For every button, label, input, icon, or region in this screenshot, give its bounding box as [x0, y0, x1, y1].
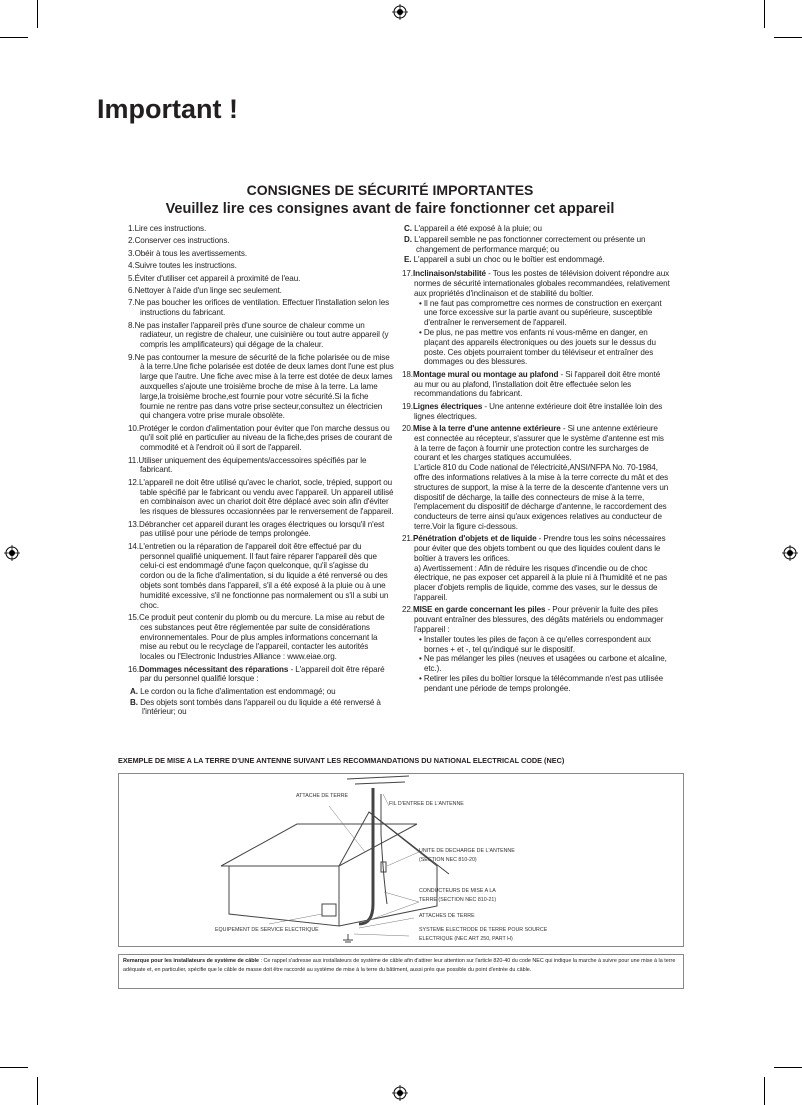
item-title: MISE en garde concernant les piles	[412, 605, 546, 615]
item-text: Utiliser uniquement des équipements/accessoires spécifiés par le fabricant.	[138, 455, 367, 475]
crop-mark	[764, 0, 765, 28]
label-electrode-system: SYSTEME ELECTRODE DE TERRE POUR SOURCE	[419, 927, 548, 933]
list-item	[128, 261, 394, 271]
item-text: Lire ces instructions.	[134, 224, 207, 233]
item-number: 18.	[402, 369, 413, 379]
label-ground-clamps: ATTACHES DE TERRE	[419, 913, 475, 919]
list-item	[128, 298, 394, 318]
item-bullet: • Il ne faut pas compromettre ces normes de construction en exerçant une force excessive sur la partie avant ou supérieure, susceptible d'entraîner le renversement de l'appareil.	[419, 298, 662, 328]
label-grounding-conductors-ref: TERRE (SECTION NEC 810-21)	[419, 897, 497, 903]
item-number: 11.	[128, 455, 139, 465]
item-text: Ne pas installer l'appareil près d'une source de chaleur comme un radiateur, un registre de chaleur, une cuisinière ou tout autre appareil (y compris les amplificateurs) qui dégage de la chaleur.	[134, 320, 389, 350]
item-number: 9.	[128, 352, 135, 362]
item-letter: C.	[404, 224, 412, 233]
label-service-equipment: EQUIPEMENT DE SERVICE ELECTRIQUE	[215, 927, 319, 933]
item-title: Mise à la terre d'une antenne extérieure	[412, 423, 561, 433]
item-number: 10.	[128, 423, 139, 433]
list-item	[128, 224, 394, 234]
item-title: Inclinaison/stabilité	[412, 269, 486, 279]
item-number: 7.	[128, 298, 135, 308]
list-item	[402, 424, 670, 532]
house-side-wall	[339, 812, 437, 926]
item-title: Montage mural ou montage au plafond	[412, 369, 559, 379]
item-text: Le cordon ou la fiche d'alimentation est endommagé; ou	[140, 686, 336, 696]
item-text: Ne pas contourner la mesure de sécurité de la fiche polarisée ou de mise à la terre.Une fiche polarisée est dotée de deux lames dont l'une est plus large que l'autre. Une fiche avec mise à la terre est dotée de deux lames auxquelles s'ajoute une troisième broche de mise à la terre. La lame large,la troisième broche,est fournie pour votre sécurité.Si la fiche fournie ne rentre pas dans votre prise secteur,consultez un électricien qui changera votre prise murale obsolète.	[134, 352, 394, 421]
item-text: - Une antenne extérieure doit être installée loin des lignes électriques.	[414, 401, 663, 421]
item-number: 2.	[128, 236, 135, 246]
instructions-left-column	[128, 224, 394, 718]
item-text: L'appareil a subi un choc ou le boîtier est endommagé.	[413, 255, 605, 265]
list-item	[402, 605, 670, 693]
list-item	[402, 269, 670, 367]
list-item	[128, 478, 394, 517]
item-number: 12.	[128, 477, 139, 487]
item-text: - Tous les postes de télévision doivent répondre aux normes de sécurité internationales globales recommandées, relativement aux propriétés d'inclinaison et de stabilité du boîtier.	[414, 269, 670, 298]
section-subheading: Veuillez lire ces consignes avant de faire fonctionner cet appareil	[165, 201, 615, 217]
crop-mark	[0, 1067, 28, 1068]
lettered-item	[128, 687, 394, 697]
registration-mark-icon	[782, 545, 798, 561]
roof	[221, 824, 417, 866]
item-text: Nettoyer à l'aide d'un linge sec seulement.	[134, 285, 282, 295]
lettered-item	[402, 235, 670, 255]
item-text: Protéger le cordon d'alimentation pour éviter que l'on marche dessus ou qu'il soit plié en particulier au niveau de la fiche,des prises de courant de commodité et à l'endroit où il sort de l'appareil.	[138, 423, 393, 453]
label-lead-in-wire: FIL D'ENTREE DE L'ANTENNE	[389, 801, 464, 807]
item-paragraph: a) Avertissement : Afin de réduire les risques d'incendie ou de choc électrique, ne pas exposer cet appareil à la pluie ni à l'humidité et ne pas placer d'objets remplis de liquide, comme des vases, sur le dessus de l'appareil.	[414, 563, 668, 603]
item-text: Ce produit peut contenir du plomb ou du mercure. La mise au rebut de ces substances peut être réglementée par suite de considérations environnementales. Pour de plus amples informations concernant la mise au rebut ou le recyclage de l'appareil, contacter les autorités locales ou l'Electronic Industries Alliance : www.eiae.org.	[138, 613, 385, 662]
item-text: - Si l'appareil doit être monté au mur ou au plafond, l'installation doit être effectuée selon les recommandations du fabricant.	[414, 369, 661, 399]
item-number: 19.	[402, 401, 413, 411]
item-number: 20.	[402, 423, 413, 433]
item-text: Ne pas boucher les orifices de ventilation. Effectuer l'installation selon les instructions du fabricant.	[134, 298, 390, 318]
item-number: 17.	[402, 269, 413, 279]
item-letter: A.	[130, 686, 138, 696]
item-number: 21.	[402, 534, 413, 544]
antenna-icon	[347, 776, 409, 784]
item-text: Suivre toutes les instructions.	[134, 261, 237, 271]
crop-mark	[0, 37, 28, 38]
service-equipment	[322, 904, 336, 916]
house-front-wall	[229, 866, 339, 926]
item-letter: B.	[130, 697, 138, 707]
item-title: Dommages nécessitant des réparations	[138, 664, 289, 674]
list-item	[128, 236, 394, 246]
crop-mark	[37, 0, 38, 28]
item-bullet: • Retirer les piles du boîtier lorsque la télécommande n'est pas utilisée pendant une période de temps prolongée.	[419, 674, 664, 693]
item-text: L'appareil a été exposé à la pluie; ou	[414, 224, 542, 233]
crop-mark	[37, 1077, 38, 1105]
list-item	[128, 542, 394, 611]
item-number: 3.	[128, 248, 135, 258]
item-number: 5.	[128, 273, 135, 283]
item-text: - Prendre tous les soins nécessaires pour éviter que des objets tombent ou que des liquides coulent dans le boîtier à travers les orifices.	[414, 534, 666, 563]
item-text: L'appareil semble ne pas fonctionner correctement ou présente un changement de performance marqué; ou	[414, 234, 646, 254]
item-number: 16.	[128, 664, 139, 674]
instructions-right-column	[402, 224, 670, 696]
item-text: L'entretien ou la réparation de l'appareil doit être effectué par du personnel qualifié uniquement. Il faut faire réparer l'appareil dès que celui-ci est endommagé d'une façon quelconque, qu'il s'agisse du cordon ou de la fiche d'alimentation, si du liquide a été renversé ou des objets sont tombés dans l'appareil, s'il a été exposé à la pluie ou à une humidité excessive, s'il ne fonctionne pas normalement ou s'il a subi un choc.	[138, 541, 389, 610]
item-number: 1.	[128, 224, 135, 233]
lettered-item	[402, 255, 670, 265]
list-item	[128, 424, 394, 453]
ground-electrode-icon	[343, 934, 353, 942]
item-number: 6.	[128, 285, 135, 295]
note-text: : Ce rappel s'adresse aux installateurs de système de câble afin d'attirer leur attention sur l'article 820-40 du code NEC qui indique la marche à suivre pour une mise à la terre adéquate et, en particulier, spécifie que le câble de masse doit être raccordé au système de mise à la terre du bâtiment, aussi près que possible du point d'entrée du câble.	[123, 958, 676, 973]
lead-in-wire	[381, 794, 387, 904]
item-paragraph: L'article 810 du Code national de l'électricité,ANSI/NFPA No. 70-1984, offre des informations relatives à la mise à la terre correcte du mât et des structures de support, la mise à la terre de la descente d'antenne vers un dispositif de décharge, la taille des connecteurs de mise à la terre, l'emplacement du dispositif de décharge d'antenne, le raccordement des conducteurs de terre ainsi qu'aux exigences relatives au conducteur de terre.Voir la figure ci-dessous.	[414, 463, 669, 531]
antenna-grounding-diagram	[118, 773, 684, 947]
item-bullet: • Installer toutes les piles de façon à ce qu'elles correspondent aux bornes + et -, tel qu'indiqué sur le dispositif.	[419, 634, 651, 654]
list-item	[128, 456, 394, 476]
item-letter: E.	[404, 255, 412, 265]
crop-mark	[774, 37, 802, 38]
crop-mark	[774, 1067, 802, 1068]
registration-mark-icon	[392, 1085, 408, 1101]
item-letter: D.	[404, 234, 412, 244]
item-text: L'appareil ne doit être utilisé qu'avec le chariot, socle, trépied, support ou table spécifié par le fabricant ou vendu avec l'appareil. Un appareil utilisé en combinaison avec un chariot doit être déplacé avec soin afin d'éviter les risques de blessures occasionnées par le renversement de l'appareil.	[138, 477, 394, 517]
item-title: Lignes électriques	[412, 401, 483, 411]
item-number: 4.	[128, 261, 135, 271]
registration-mark-icon	[392, 4, 408, 20]
list-item	[128, 321, 394, 350]
registration-mark-icon	[4, 545, 20, 561]
list-item	[128, 353, 394, 422]
list-item	[402, 402, 670, 422]
antenna-mast	[359, 788, 373, 924]
item-number: 8.	[128, 320, 135, 330]
item-text: Obéir à tous les avertissements.	[134, 248, 247, 258]
item-text: Éviter d'utiliser cet appareil à proximité de l'eau.	[134, 273, 301, 283]
crop-mark	[764, 1077, 765, 1105]
list-item	[128, 286, 394, 296]
list-item	[128, 520, 394, 540]
item-title: Pénétration d'objets et de liquide	[412, 534, 537, 544]
label-discharge-unit: UNITE DE DECHARGE DE L'ANTENNE	[419, 848, 515, 854]
list-item	[128, 665, 394, 685]
section-heading: CONSIGNES DE SÉCURITÉ IMPORTANTES	[246, 182, 534, 198]
item-number: 22.	[402, 605, 413, 615]
label-electrode-system-ref: ELECTRIQUE (NEC ART 250, PART H)	[419, 936, 513, 942]
item-text: Conserver ces instructions.	[134, 236, 230, 246]
list-item	[128, 274, 394, 284]
item-number: 14.	[128, 541, 139, 551]
item-number: 15.	[128, 613, 139, 622]
list-item	[128, 613, 394, 662]
item-text: Débrancher cet appareil durant les orages électriques ou lorsqu'il n'est pas utilisé pour une période de temps prolongée.	[138, 519, 385, 539]
item-text: - Pour prévenir la fuite des piles pouvant entraîner des blessures, des dégâts matériels ou endommager l'appareil :	[414, 605, 664, 635]
page-title: Important !	[97, 94, 238, 124]
list-item	[402, 370, 670, 399]
list-item	[402, 534, 670, 603]
note-title: Remarque pour les installateurs de système de câble	[123, 958, 260, 964]
item-number: 13.	[128, 519, 139, 529]
diagram-heading: EXEMPLE DE MISE A LA TERRE D'UNE ANTENNE SUIVANT LES RECOMMANDATIONS DU NATIONAL ELECTRICAL CODE (NEC)	[118, 756, 565, 765]
cable-installer-note	[118, 954, 684, 989]
item-text: - L'appareil doit être réparé par du personnel qualifié lorsque :	[140, 664, 385, 684]
label-discharge-unit-ref: (SECTION NEC 810-20)	[419, 857, 477, 863]
label-ground-clamp: ATTACHE DE TERRE	[296, 793, 349, 799]
item-bullet: • Ne pas mélanger les piles (neuves et usagées ou carbone et alcaline, etc.).	[419, 654, 667, 674]
lettered-item	[128, 698, 394, 718]
label-grounding-conductors: CONDUCTEURS DE MISE A LA	[419, 888, 496, 894]
list-item	[128, 249, 394, 259]
lettered-item	[402, 224, 670, 234]
item-bullet: • De plus, ne pas mettre vos enfants ni vous-même en danger, en plaçant des appareils électroniques ou des jouets sur le dessus du poste. Ces objets pourraient tomber du téléviseur et entraîner des dommages ou des blessures.	[419, 327, 656, 367]
item-text: Des objets sont tombés dans l'appareil ou du liquide a été renversé à l'intérieur; ou	[140, 697, 381, 717]
item-text: - Si une antenne extérieure est connectée au récepteur, s'assurer que le système d'antenne est mis à la terre de façon à fournir une protection contre les surcharges de courant et les charges statiques accumulées.	[414, 423, 664, 463]
